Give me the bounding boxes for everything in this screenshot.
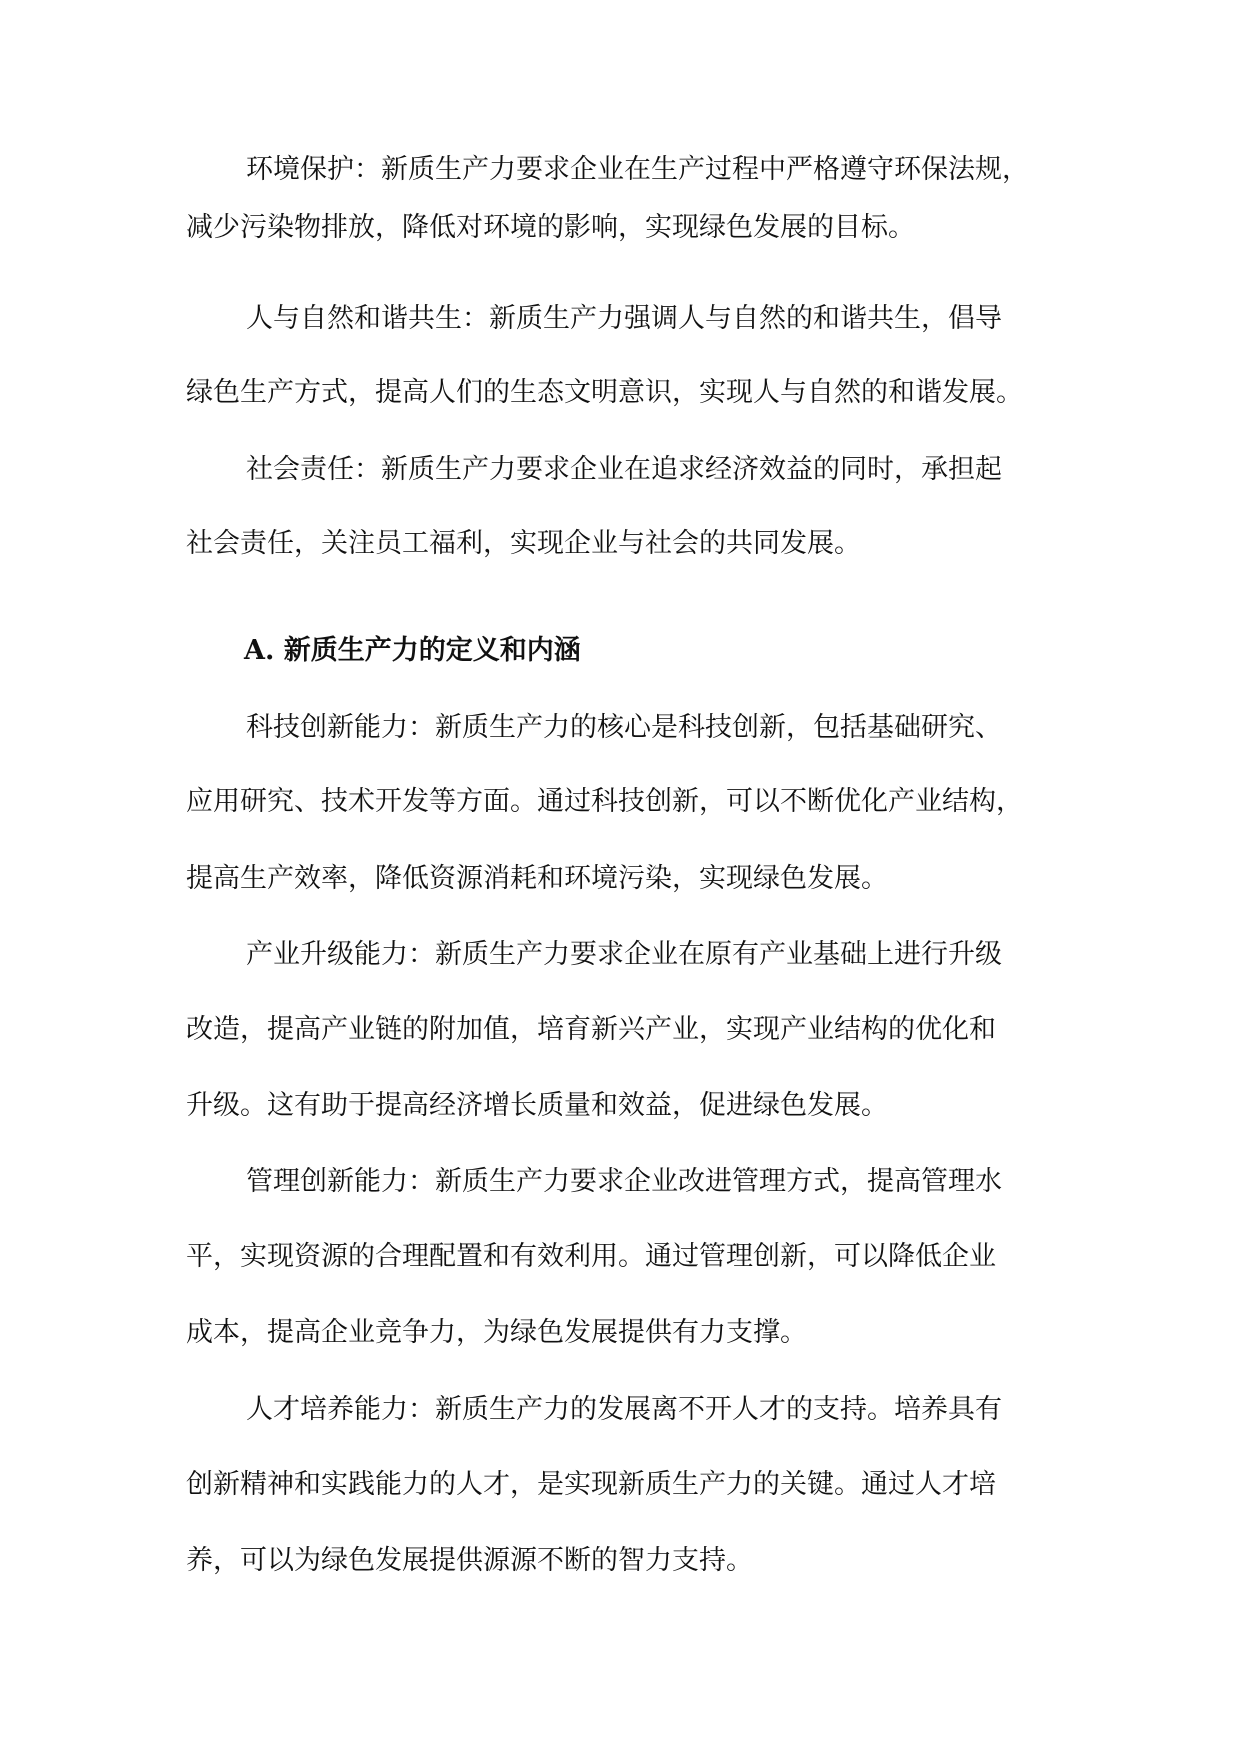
paragraph-harmony-line-2: 绿色生产方式，提高人们的生态文明意识，实现人与自然的和谐发展。 [186, 377, 1023, 408]
paragraph-social-line-1: 社会责任：新质生产力要求企业在追求经济效益的同时，承担起 [246, 454, 1002, 485]
paragraph-management-line-3: 成本，提高企业竞争力，为绿色发展提供有力支撑。 [186, 1317, 807, 1348]
paragraph-harmony-line-1: 人与自然和谐共生：新质生产力强调人与自然的和谐共生，倡导 [246, 303, 1002, 334]
paragraph-industry-line-3: 升级。这有助于提高经济增长质量和效益，促进绿色发展。 [186, 1090, 888, 1121]
paragraph-management-line-2: 平，实现资源的合理配置和有效利用。通过管理创新，可以降低企业 [186, 1241, 996, 1272]
paragraph-industry-line-1: 产业升级能力：新质生产力要求企业在原有产业基础上进行升级 [246, 939, 1002, 970]
paragraph-social-line-2: 社会责任，关注员工福利，实现企业与社会的共同发展。 [186, 528, 861, 559]
paragraph-talent-line-3: 养，可以为绿色发展提供源源不断的智力支持。 [186, 1545, 753, 1576]
paragraph-tech-line-3: 提高生产效率，降低资源消耗和环境污染，实现绿色发展。 [186, 863, 888, 894]
paragraph-industry-line-2: 改造，提高产业链的附加值，培育新兴产业，实现产业结构的优化和 [186, 1014, 996, 1045]
paragraph-talent-line-1: 人才培养能力：新质生产力的发展离不开人才的支持。培养具有 [246, 1394, 1002, 1425]
paragraph-environment-line-2: 减少污染物排放，降低对环境的影响，实现绿色发展的目标。 [186, 212, 915, 243]
paragraph-tech-line-1: 科技创新能力：新质生产力的核心是科技创新，包括基础研究、 [246, 712, 1002, 743]
paragraph-talent-line-2: 创新精神和实践能力的人才，是实现新质生产力的关键。通过人才培 [186, 1469, 996, 1500]
paragraph-tech-line-2: 应用研究、技术开发等方面。通过科技创新，可以不断优化产业结构， [186, 786, 1023, 817]
paragraph-environment-line-1: 环境保护：新质生产力要求企业在生产过程中严格遵守环保法规， [246, 154, 1029, 185]
section-heading: A. 新质生产力的定义和内涵 [244, 635, 581, 666]
paragraph-management-line-1: 管理创新能力：新质生产力要求企业改进管理方式，提高管理水 [246, 1166, 1002, 1197]
